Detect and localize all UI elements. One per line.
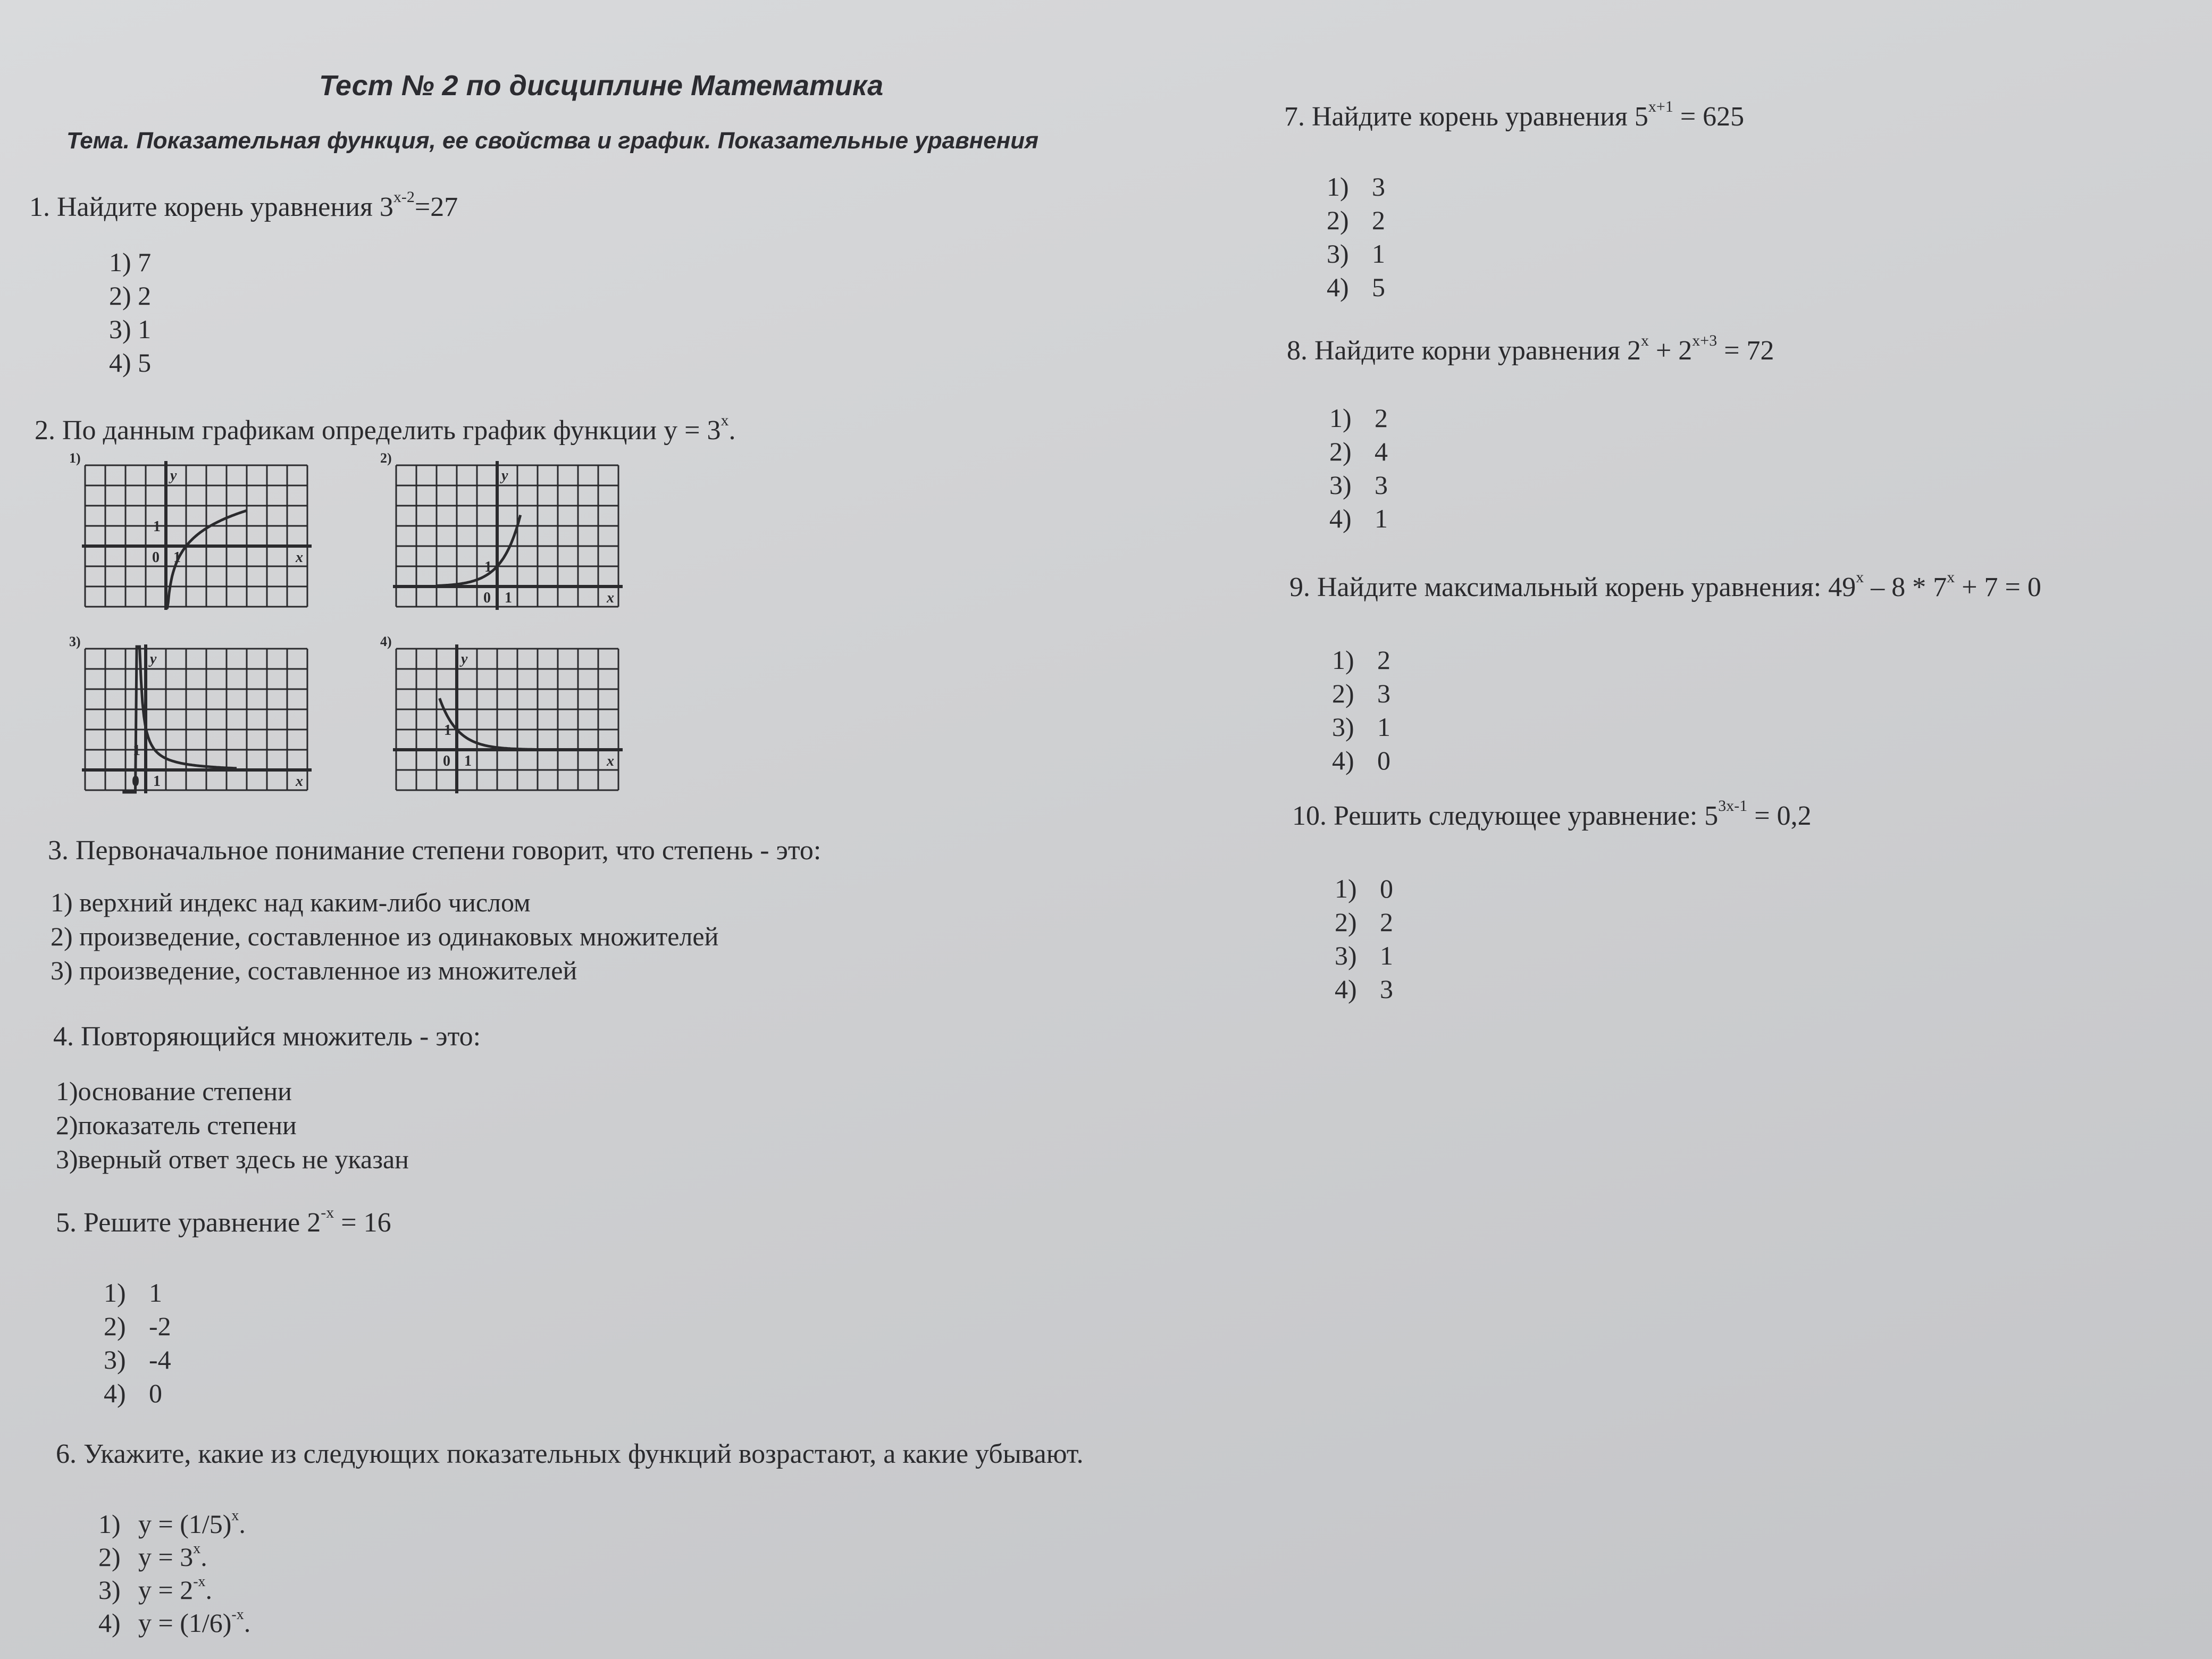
answer-option: 1) $y = (1/5)^x$. — [98, 1507, 246, 1539]
question-2-tail: . — [728, 415, 736, 446]
graph-label: 3) — [69, 635, 81, 649]
question-10-text: 10. Решить следующее уравнение: 5 — [1292, 801, 1719, 831]
question-9: 9. Найдите максимальный корень уравнения: $49^x - 8 * 7^x + 7 = 0$ — [1289, 568, 2041, 602]
answer-option: 1) 2 — [1329, 403, 1388, 433]
graph-3 — [69, 635, 335, 800]
x-unit-label: 1 — [173, 549, 181, 566]
question-3-text: 3. Первоначальное понимание степени говорит, что степень - это: — [48, 835, 822, 866]
question-7-options — [1327, 170, 1385, 304]
answer-option: 2)показатель степени — [56, 1110, 297, 1140]
graph-4 — [380, 635, 646, 800]
answer-option: 3) произведение, составленное из множителей — [51, 956, 577, 985]
y-unit-label: 1 — [444, 722, 451, 739]
question-4-text: 4. Повторяющийся множитель - это: — [53, 1021, 481, 1052]
y-axis-label: y — [170, 467, 177, 484]
graph-label: 4) — [380, 635, 392, 649]
answer-option: 1) верхний индекс над каким-либо числом — [51, 887, 531, 917]
question-5-text: 5. Решите уравнение 2 — [56, 1208, 321, 1238]
answer-option: 3) 1 — [1327, 239, 1385, 269]
answer-option: 4) 1 — [1329, 504, 1388, 533]
graph-2-svg — [380, 452, 646, 617]
question-1-tail: =27 — [414, 192, 458, 222]
graph-4-svg — [380, 635, 646, 800]
answer-option: 3)верный ответ здесь не указан — [56, 1144, 409, 1174]
question-1-options — [109, 246, 151, 380]
question-1 — [29, 188, 458, 223]
graph-1 — [69, 452, 335, 617]
question-1-exponent: x-2 — [393, 188, 415, 206]
answer-option: 3) 3 — [1329, 470, 1388, 500]
answer-option: 2) 2 — [1335, 907, 1393, 937]
x-axis-label: x — [296, 773, 303, 790]
answer-option: 1) 3 — [1327, 172, 1385, 202]
question-7 — [1284, 98, 1745, 132]
answer-option: 2) 2 — [1327, 205, 1385, 235]
answer-option: 4) 0 — [104, 1378, 162, 1408]
question-5-tail: = 16 — [334, 1208, 391, 1238]
answer-option: 4) 5 — [1327, 272, 1385, 302]
question-2-exponent: x — [720, 412, 729, 429]
y-axis-label: y — [150, 651, 157, 667]
answer-option: 1) 0 — [1335, 874, 1393, 903]
x-unit-label: 1 — [505, 590, 512, 606]
question-6-text: 6. Укажите, какие из следующих показательных функций возрастают, а какие убывают. — [56, 1439, 1084, 1469]
question-4 — [53, 1021, 481, 1052]
question-5-exponent: -x — [321, 1204, 334, 1221]
function-curve — [440, 698, 538, 749]
x-unit-label: 1 — [464, 753, 472, 769]
question-7-exponent: x+1 — [1648, 98, 1673, 115]
y-unit-label: 1 — [133, 742, 140, 759]
graph-label: 1) — [69, 452, 81, 466]
question-6 — [56, 1438, 1084, 1470]
graph-2 — [380, 452, 646, 617]
answer-option: 3) $y = 2^{-x}$. — [98, 1573, 213, 1605]
answer-option: 2) -2 — [104, 1311, 171, 1341]
answer-option: 2) 4 — [1329, 437, 1388, 466]
question-8: 8. Найдите корни уравнения $2^x + 2^{x+3} = 72$ — [1287, 332, 1774, 366]
answer-option: 2) 3 — [1332, 678, 1390, 708]
question-5-options — [104, 1276, 171, 1410]
question-8-options — [1329, 401, 1388, 535]
question-9-options — [1332, 643, 1390, 777]
x-axis-label: x — [296, 549, 303, 566]
question-10 — [1292, 797, 1812, 832]
answer-option: 4) 3 — [1335, 974, 1393, 1004]
question-5 — [56, 1204, 391, 1238]
graph-1-svg — [69, 452, 335, 617]
answer-option: 1) 7 — [109, 247, 152, 277]
question-3 — [48, 835, 821, 866]
x-unit-label: 1 — [153, 773, 161, 790]
question-7-tail: = 625 — [1673, 102, 1745, 132]
answer-option: 1) 1 — [104, 1278, 162, 1308]
answer-option: 3) 1 — [1332, 712, 1390, 742]
question-2-text: 2. По данным графикам определить график функции y = 3 — [35, 415, 721, 446]
origin-label: 0 — [483, 590, 491, 606]
y-axis-label: y — [461, 651, 468, 667]
page-title: Тест № 2 по дисциплине Математика — [319, 70, 884, 102]
y-unit-label: 1 — [484, 559, 492, 575]
answer-option: 3) -4 — [104, 1345, 171, 1375]
answer-option: 2) произведение, составленное из одинаковых множителей — [51, 921, 719, 951]
y-unit-label: 1 — [153, 518, 161, 535]
answer-option: 4) 5 — [109, 348, 152, 378]
origin-label: 0 — [152, 549, 160, 566]
answer-option: 4) $y = (1/6)^{-x}$. — [98, 1606, 251, 1638]
question-10-options — [1335, 872, 1393, 1006]
answer-option: 1)основание степени — [56, 1076, 292, 1106]
answer-option: 2) $y = 3^x$. — [98, 1540, 207, 1572]
question-6-options — [98, 1507, 250, 1639]
x-axis-label: x — [607, 590, 614, 606]
question-9-text: 9. Найдите максимальный корень уравнения: 49 — [1289, 572, 1856, 602]
answer-option: 1) 2 — [1332, 645, 1390, 675]
page-subtitle: Тема. Показательная функция, ее свойства и график. Показательные уравнения — [66, 128, 1039, 154]
y-axis-label: y — [501, 467, 508, 484]
question-4-options — [56, 1074, 409, 1176]
question-10-exponent: 3x-1 — [1718, 797, 1748, 815]
question-3-options — [51, 885, 718, 987]
answer-option: 2) 2 — [109, 281, 152, 311]
x-axis-label: x — [607, 753, 614, 769]
graph-label: 2) — [380, 452, 392, 466]
question-7-text: 7. Найдите корень уравнения 5 — [1284, 102, 1648, 132]
question-1-text: 1. Найдите корень уравнения 3 — [29, 192, 393, 222]
answer-option: 4) 0 — [1332, 745, 1390, 775]
graph-3-svg — [69, 635, 335, 800]
answer-option: 3) 1 — [109, 314, 152, 344]
origin-label: 0 — [443, 753, 450, 769]
question-2 — [35, 412, 736, 446]
answer-option: 3) 1 — [1335, 941, 1393, 970]
origin-label: 0 — [132, 773, 139, 790]
question-10-tail: = 0,2 — [1747, 801, 1812, 831]
question-8-text: 8. Найдите корни уравнения 2 — [1287, 336, 1641, 366]
